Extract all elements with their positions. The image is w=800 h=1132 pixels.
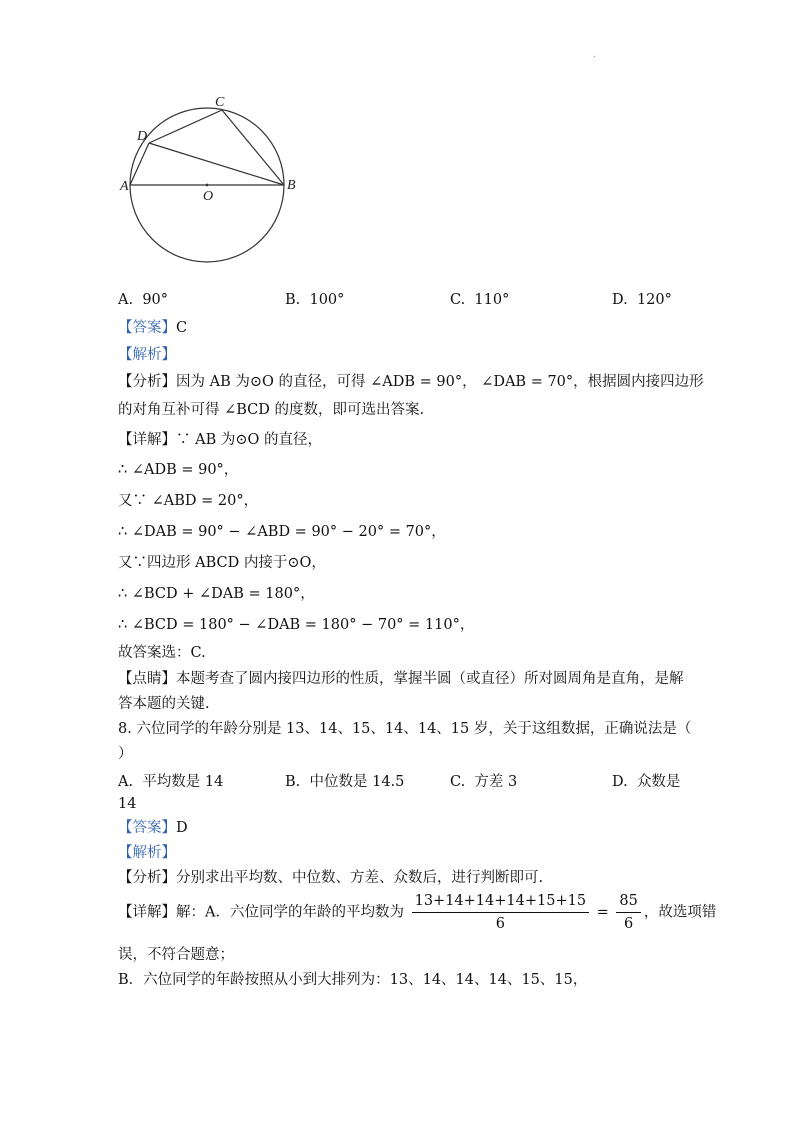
q7-dianjing-line2: 答本题的关键. xyxy=(118,696,210,712)
label-c: C xyxy=(215,95,225,110)
q7-step-4: ∴ ∠DAB = 90° − ∠ABD = 90° − 20° = 70°， xyxy=(118,524,446,540)
q7-option-a: A. 90° xyxy=(118,292,169,308)
q8-option-c: C. 方差 3 xyxy=(450,774,518,790)
q8-option-d-wrap: 14 xyxy=(118,796,137,812)
circle-figure xyxy=(112,92,302,282)
q7-step-1: 【详解】∵ AB 为⊙O 的直径， xyxy=(118,432,322,448)
answer-tag: 【答案】 xyxy=(118,320,176,336)
label-d: D xyxy=(137,129,148,144)
q7-dianjing-line1: 【点睛】本题考查了圆内接四边形的性质，掌握半圆（或直径）所对圆周角是直角，是解 xyxy=(118,671,684,687)
q7-option-d: D. 120° xyxy=(612,292,672,308)
q7-fenxi-line2: 的对角互补可得 ∠BCD 的度数，即可选出答案. xyxy=(118,402,425,418)
segment-dc xyxy=(149,110,222,143)
q7-conclusion: 故答案选：C. xyxy=(118,645,206,661)
q8-b-line: B．六位同学的年龄按照从小到大排列为：13、14、14、14、15、15， xyxy=(118,972,588,988)
q7-step-3: 又∵ ∠ABD = 20°， xyxy=(118,493,259,509)
fraction-result: $\frac{85}{6}$ xyxy=(616,893,640,932)
q8-stem-line2: ） xyxy=(118,746,133,762)
q8-analysis-heading: 【解析】 xyxy=(118,845,176,861)
answer-value: C xyxy=(176,320,188,336)
q7-step-6: ∴ ∠BCD + ∠DAB = 180°， xyxy=(118,586,315,602)
scan-dot: · xyxy=(593,52,597,63)
q8-answer: 【答案】D xyxy=(118,820,188,836)
fraction-sum: $\frac{13+14+14+14+15+15}{6}$ xyxy=(412,893,589,932)
q7-option-c: C. 110° xyxy=(450,292,510,308)
q8-option-a: A. 平均数是 14 xyxy=(118,774,224,790)
q8-option-d: D. 众数是 xyxy=(612,774,681,790)
q7-analysis-heading: 【解析】 xyxy=(118,347,176,363)
q7-step-7: ∴ ∠BCD = 180° − ∠DAB = 180° − 70° = 110°， xyxy=(118,617,475,633)
q7-step-2: ∴ ∠ADB = 90°， xyxy=(118,462,239,478)
segment-db xyxy=(149,143,284,185)
q7-option-b: B. 100° xyxy=(285,292,345,308)
q8-option-b: B. 中位数是 14.5 xyxy=(285,774,405,790)
q7-answer xyxy=(118,318,187,338)
label-o: O xyxy=(203,189,214,204)
q8-xiangjie-cont: 误，不符合题意； xyxy=(118,947,234,963)
q8-fenxi: 【分析】分别求出平均数、中位数、方差、众数后，进行判断即可. xyxy=(118,870,544,886)
q7-step-5: 又∵四边形 ABCD 内接于⊙O， xyxy=(118,555,326,571)
center-dot xyxy=(206,184,209,187)
q7-fenxi-line1: 【分析】因为 AB 为⊙O 的直径，可得 ∠ADB = 90°， ∠DAB = 70°，根据圆内接四边形 xyxy=(118,374,704,390)
label-a: A xyxy=(120,179,129,194)
label-b: B xyxy=(287,178,296,193)
q8-stem-line1: 8. 六位同学的年龄分别是 13、14、15、14、14、15 岁，关于这组数据，正确说法是（ xyxy=(118,721,692,737)
q8-xiangjie-line: 【详解】解：A．六位同学的年龄的平均数为 $\frac{13+14+14+14+15+15}{6}$ = $\frac{85}{6}$ ，故选项错 xyxy=(118,893,717,932)
